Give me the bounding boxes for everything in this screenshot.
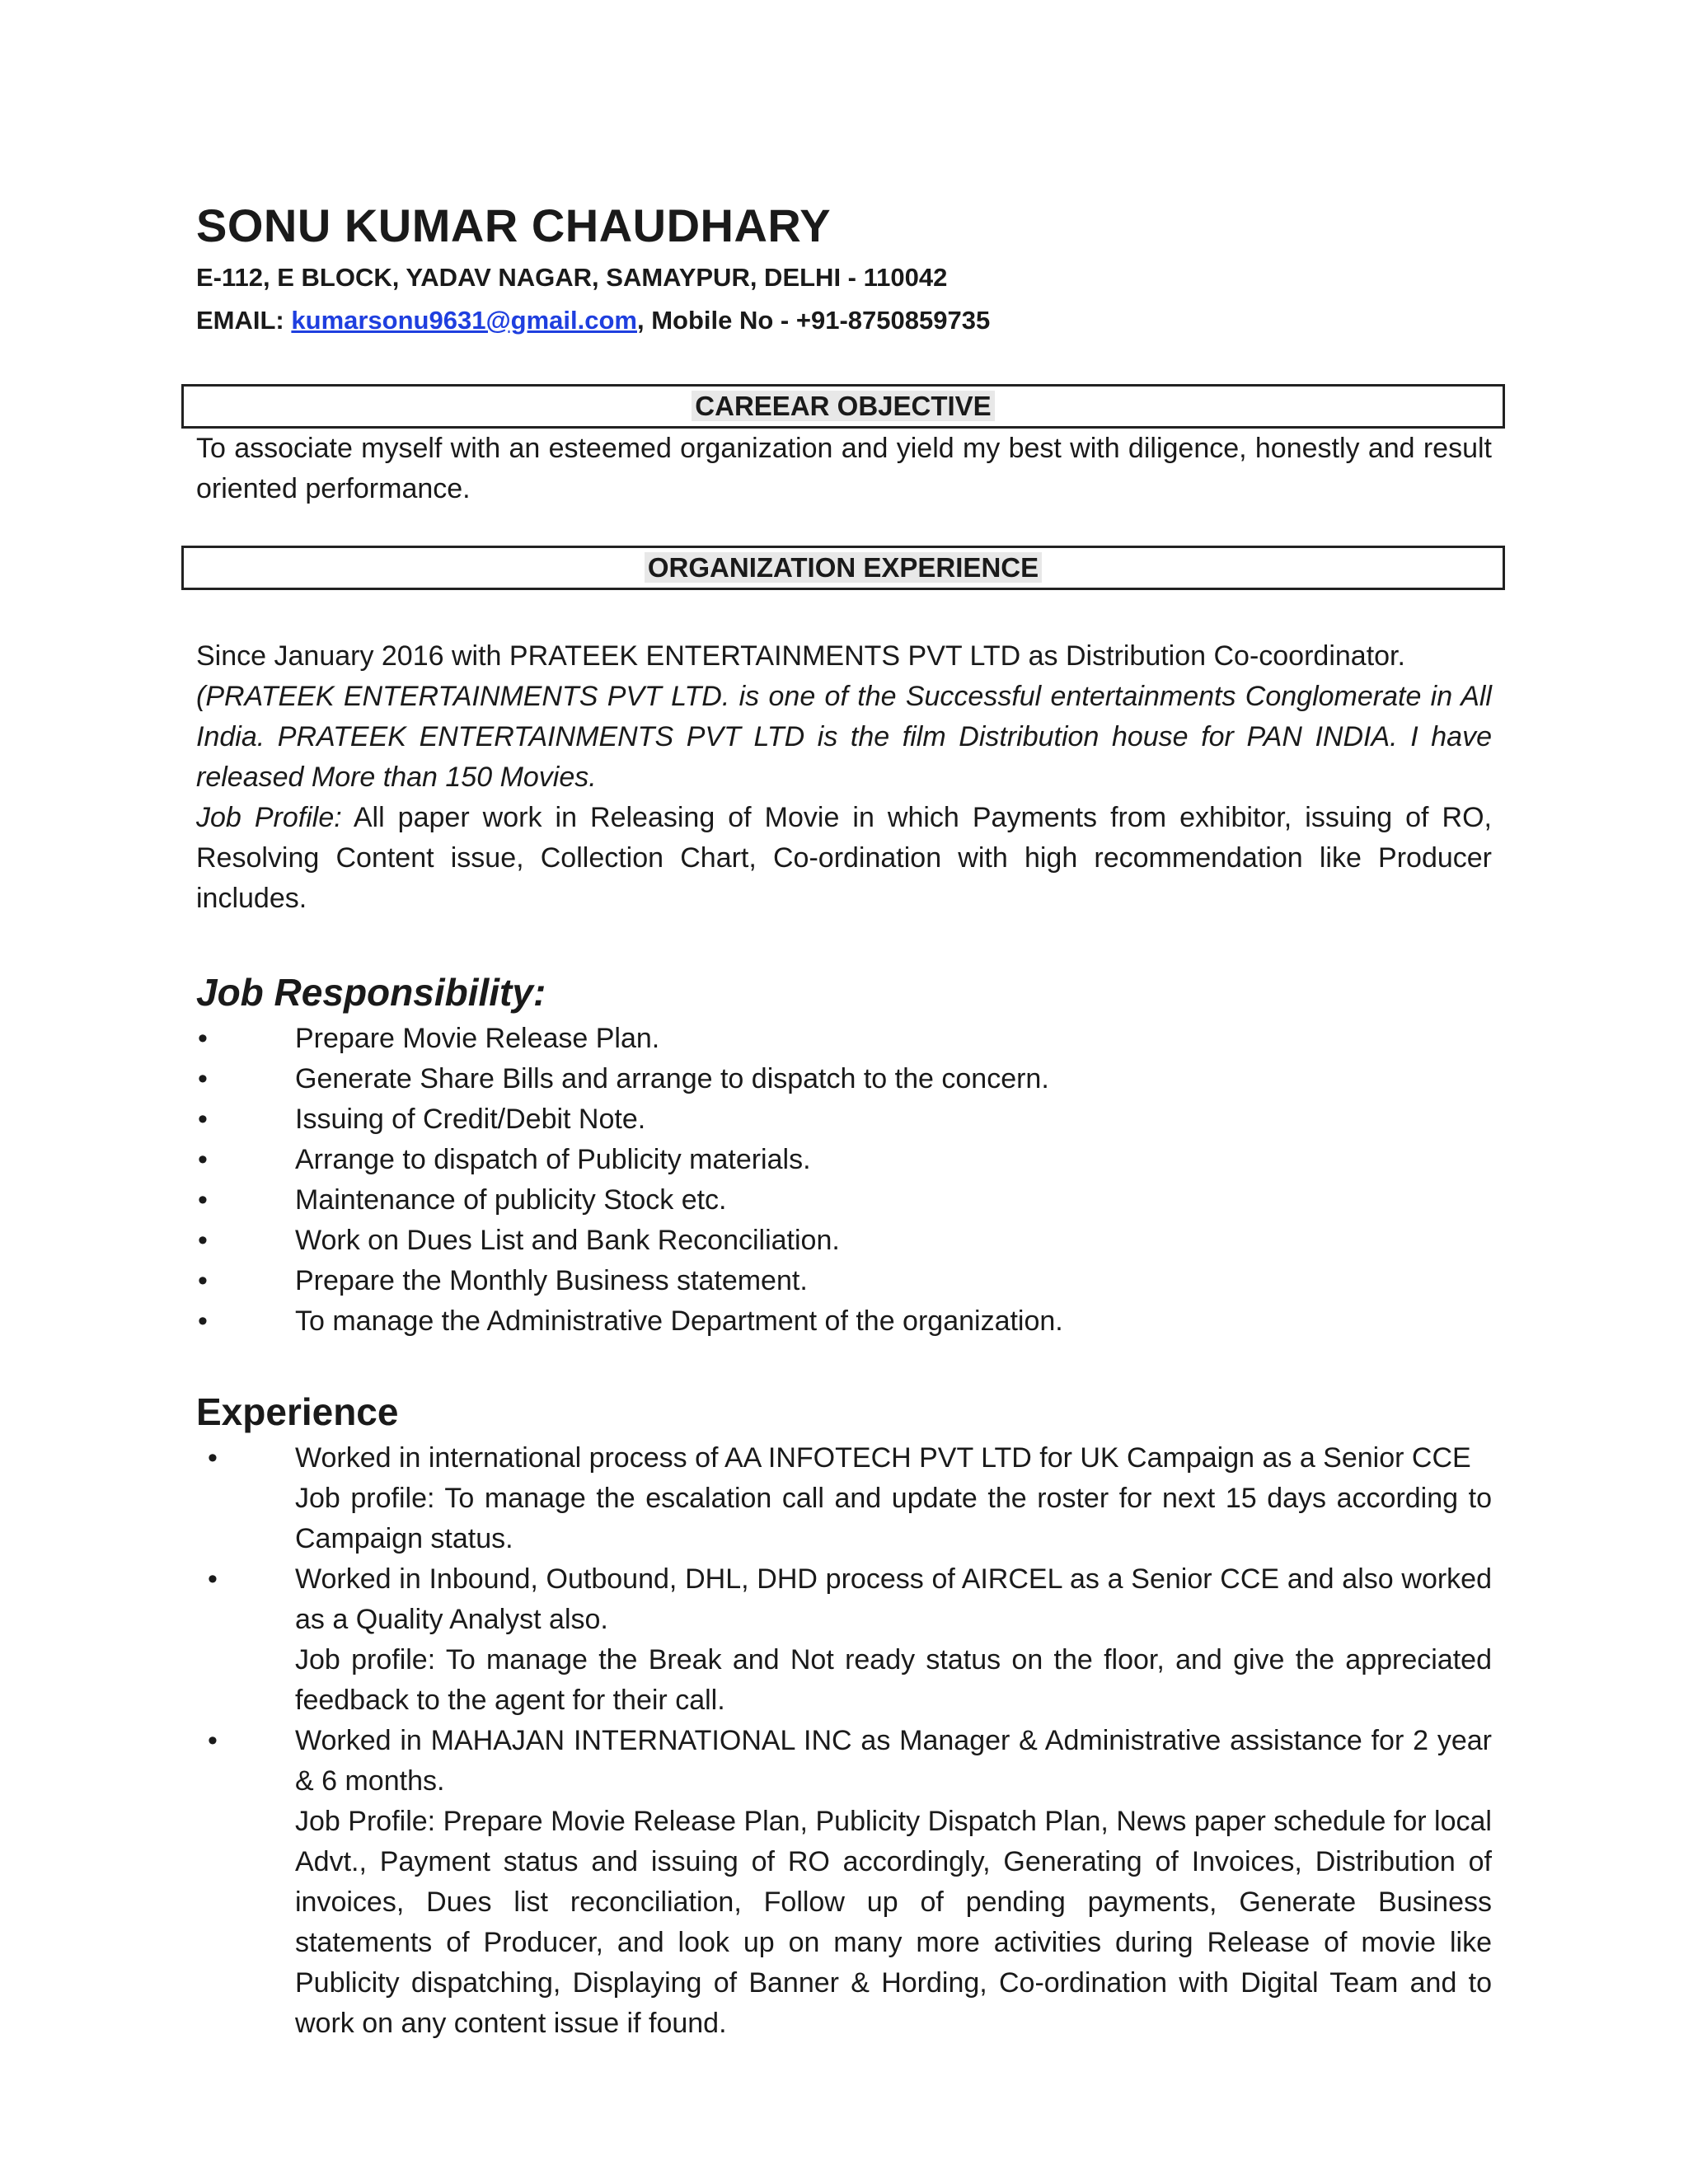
resume-content (196, 198, 1492, 2044)
experience-profile: Job Profile: Prepare Movie Release Plan, Publicity Dispatch Plan, News paper schedule for local Advt., Payment status and issuing of RO accordingly, Generating of Invoices, Distribution of invoices, Dues list reconciliation, Follow up of pending payments, Generate Business statements of Producer, and look up on many more activities during Release of movie like Publicity dispatching, Displaying of Banner & Hording, Co-ordination with Digital Team and to work on any content issue if found. (295, 1806, 1492, 2040)
experience-item (196, 1438, 1492, 1559)
list-item-text: Work on Dues List and Bank Reconciliation. (295, 1225, 840, 1257)
bullet-icon: • (198, 1144, 208, 1176)
list-item (196, 1261, 1492, 1301)
experience-role: Worked in Inbound, Outbound, DHL, DHD process of AIRCEL as a Senior CCE and also worked as a Quality Analyst also. (295, 1563, 1492, 1636)
organization-about: (PRATEEK ENTERTAINMENTS PVT LTD. is one of the Successful entertainments Conglomerate in All India. PRATEEK ENTERTAINMENTS PVT LTD is the film Distribution house for PAN INDIA. I have released More than 150 Movies. (196, 680, 1492, 793)
contact-line (196, 302, 1492, 338)
bullet-icon: • (198, 1023, 208, 1055)
experience-item (196, 1721, 1492, 2044)
list-item (196, 1301, 1492, 1342)
experience-list (196, 1438, 1492, 2044)
organization-intro: Since January 2016 with PRATEEK ENTERTAINMENTS PVT LTD as Distribution Co-coordinator. (196, 640, 1405, 672)
experience-profile: Job profile: To manage the escalation call and update the roster for next 15 days according to Campaign status. (295, 1483, 1492, 1555)
list-item-text: Maintenance of publicity Stock etc. (295, 1184, 727, 1216)
experience-item (196, 1559, 1492, 1721)
email-label: EMAIL: (196, 305, 284, 335)
experience-heading: Experience (196, 1390, 399, 1434)
list-item (196, 1221, 1492, 1261)
organization-experience-heading (181, 546, 1505, 590)
bullet-icon: • (198, 1184, 208, 1216)
candidate-name: SONU KUMAR CHAUDHARY (196, 199, 832, 251)
list-item-text: Prepare Movie Release Plan. (295, 1023, 660, 1055)
mobile-number: , Mobile No - +91-8750859735 (637, 305, 991, 335)
list-item (196, 1099, 1492, 1140)
bullet-icon: • (198, 1104, 208, 1136)
career-objective-heading (181, 384, 1505, 429)
list-item-text: Arrange to dispatch of Publicity materials. (295, 1144, 811, 1176)
job-profile-text: All paper work in Releasing of Movie in which Payments from exhibitor, issuing of RO, Resolving Content issue, Collection Chart, Co-ordination with high recommendation like Producer includes. (196, 801, 1492, 914)
address-line: E-112, E BLOCK, YADAV NAGAR, SAMAYPUR, DELHI - 110042 (196, 263, 948, 293)
bullet-icon: • (198, 1305, 208, 1338)
job-profile-label: Job Profile: (196, 801, 342, 833)
list-item-text: Prepare the Monthly Business statement. (295, 1265, 808, 1297)
list-item (196, 1059, 1492, 1099)
list-item (196, 1180, 1492, 1221)
list-item-text: To manage the Administrative Department of the organization. (295, 1305, 1063, 1338)
job-responsibility-list (196, 1019, 1492, 1342)
list-item-text: Issuing of Credit/Debit Note. (295, 1104, 646, 1136)
organization-experience-body (196, 636, 1492, 919)
list-item-text: Generate Share Bills and arrange to dispatch to the concern. (295, 1063, 1049, 1095)
job-responsibility-heading: Job Responsibility: (196, 970, 546, 1014)
bullet-icon: • (208, 1725, 218, 1757)
list-item (196, 1140, 1492, 1180)
career-objective-text: To associate myself with an esteemed organization and yield my best with diligence, honestly and result oriented performance. (196, 432, 1492, 504)
organization-experience-heading-text: ORGANIZATION EXPERIENCE (645, 552, 1042, 583)
bullet-icon: • (198, 1063, 208, 1095)
bullet-icon: • (208, 1563, 218, 1596)
organization-job-profile (196, 798, 1492, 919)
list-item (196, 1019, 1492, 1059)
experience-profile: Job profile: To manage the Break and Not ready status on the floor, and give the appreciated feedback to the agent for their call. (295, 1644, 1492, 1717)
experience-role: Worked in international process of AA INFOTECH PVT LTD for UK Campaign as a Senior CCE (295, 1442, 1471, 1474)
career-objective-heading-text: CAREEAR OBJECTIVE (692, 391, 994, 421)
bullet-icon: • (198, 1265, 208, 1297)
bullet-icon: • (198, 1225, 208, 1257)
email-link[interactable]: kumarsonu9631@gmail.com (291, 305, 637, 335)
experience-role: Worked in MAHAJAN INTERNATIONAL INC as Manager & Administrative assistance for 2 year & 6 months. (295, 1725, 1492, 1797)
bullet-icon: • (208, 1442, 218, 1474)
